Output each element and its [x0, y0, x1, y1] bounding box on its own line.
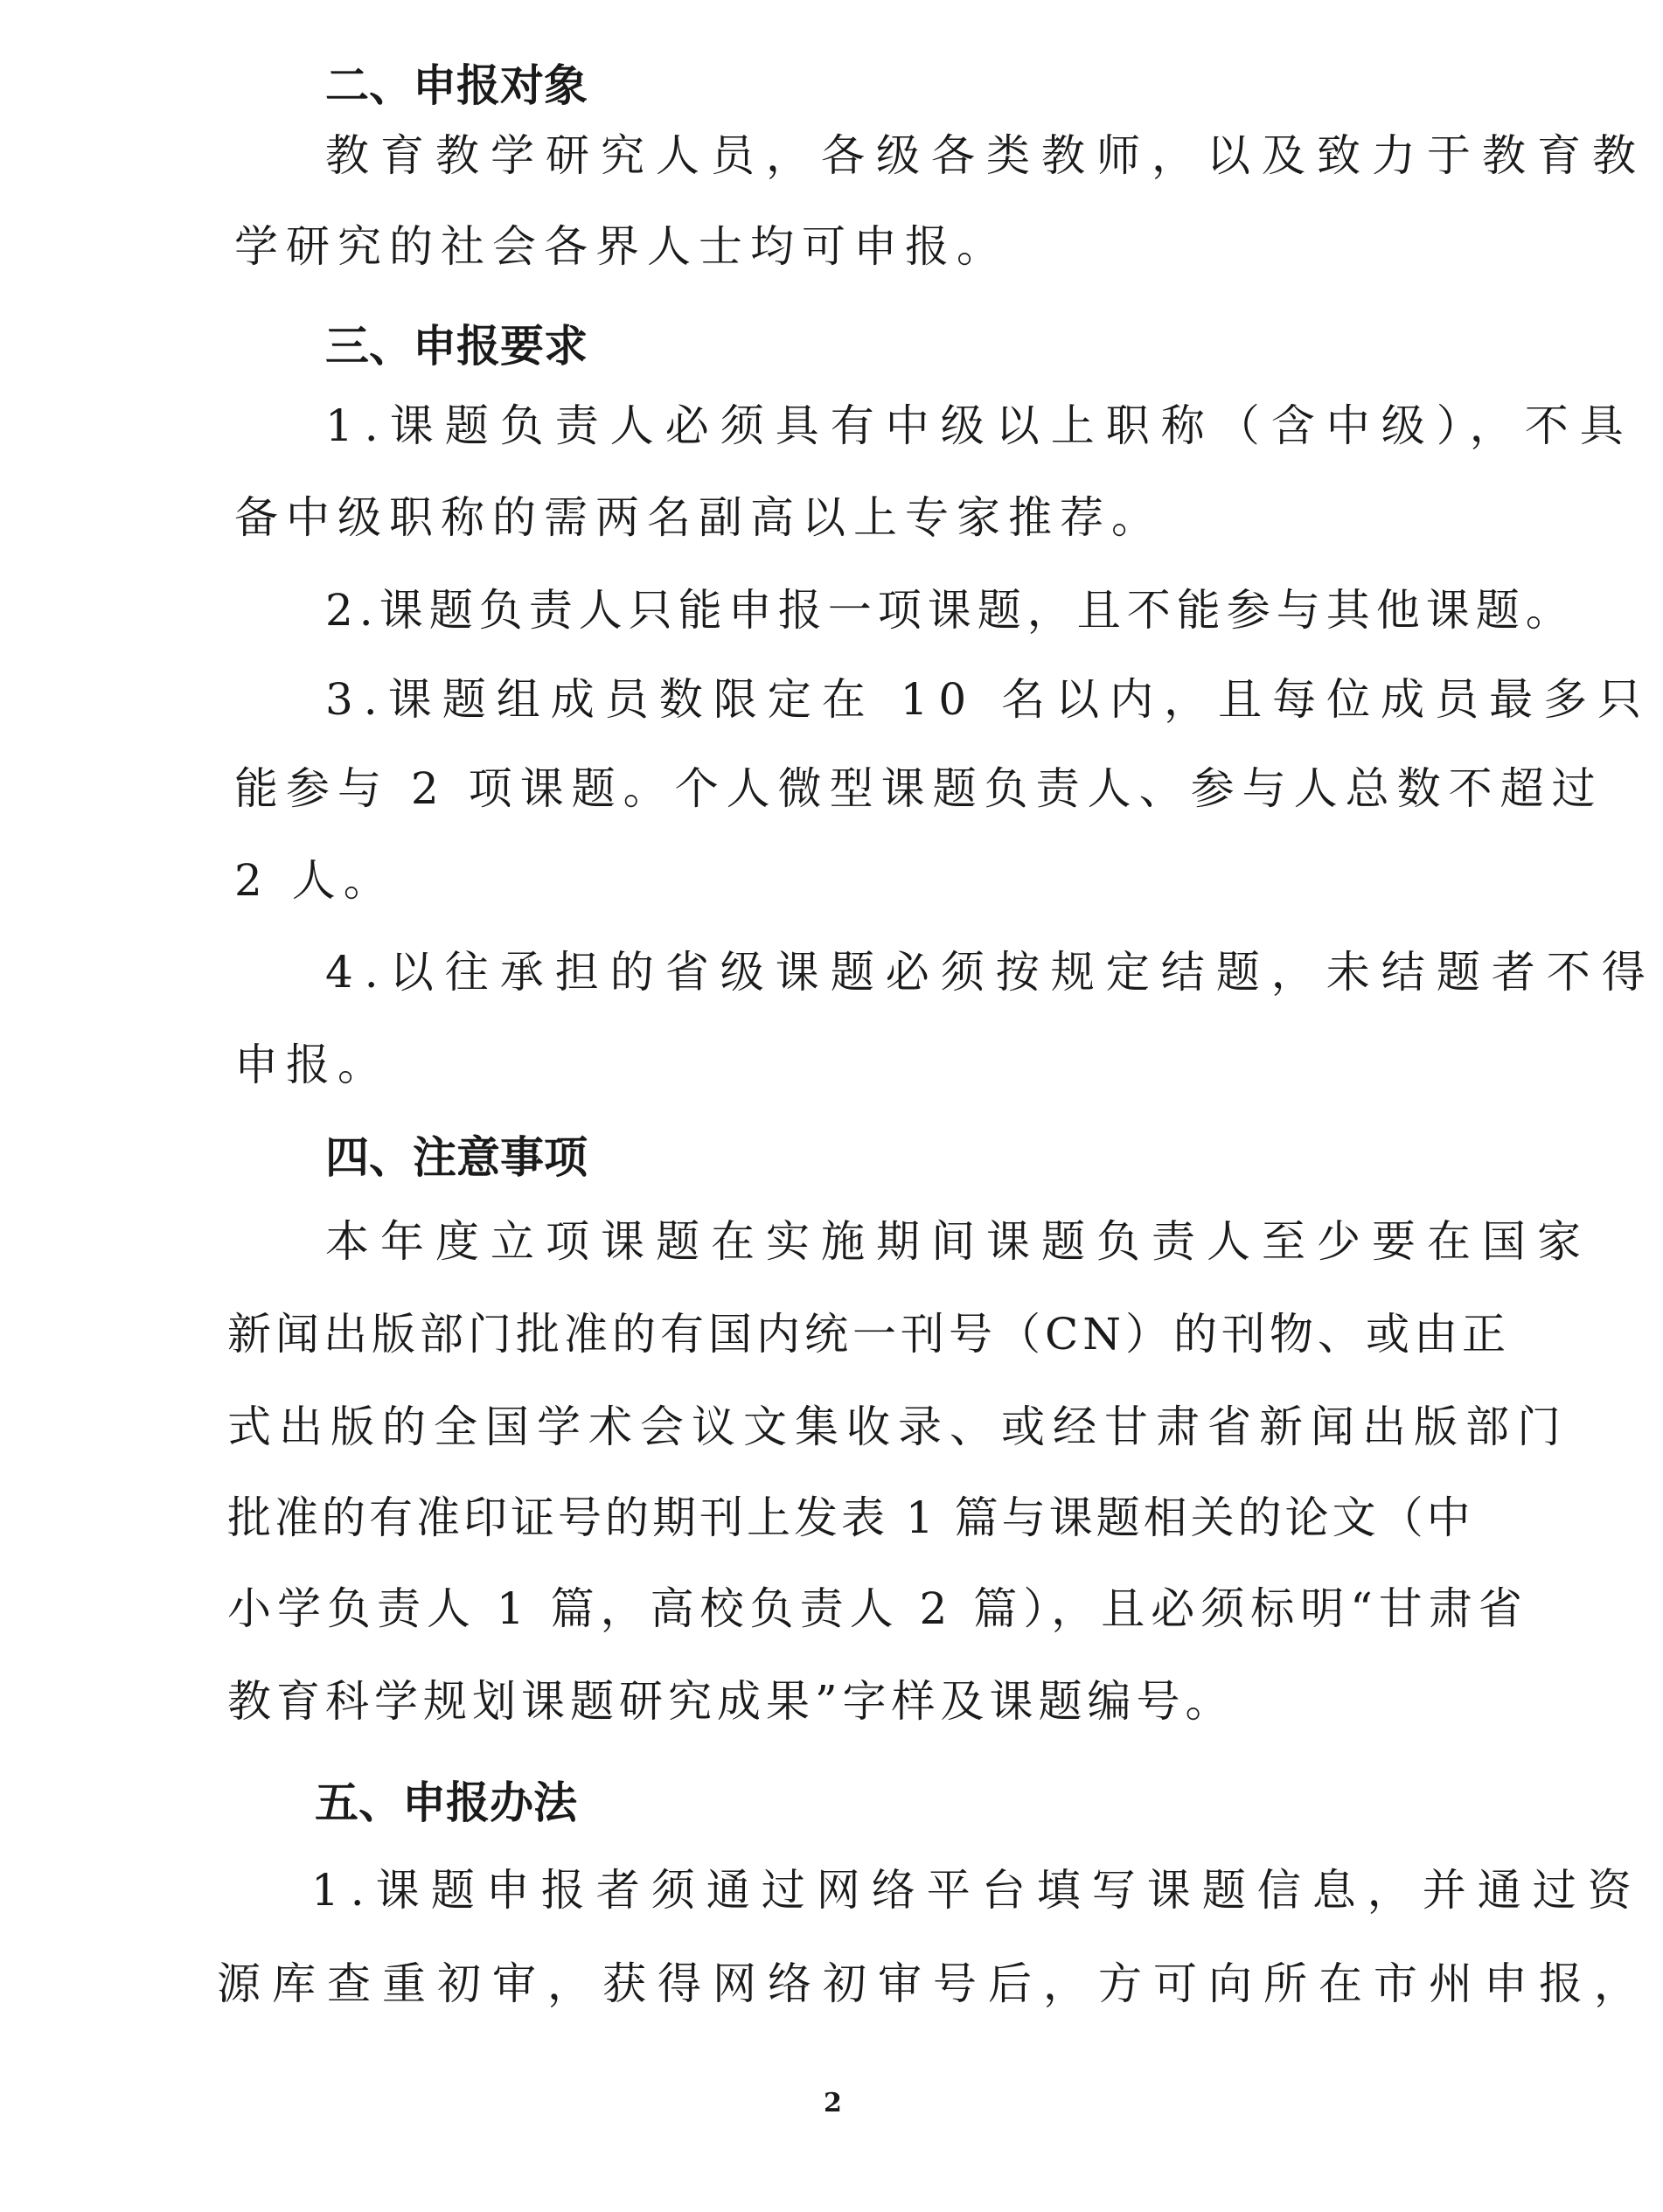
paragraph-line: 1.课题申报者须通过网络平台填写课题信息，并通过资: [311, 1865, 1643, 1916]
paragraph-line: 3.课题组成员数限定在 10 名以内，且每位成员最多只: [325, 674, 1653, 725]
paragraph-line: 申报。: [234, 1040, 389, 1090]
paragraph-line: 学研究的社会各界人士均可申报。: [234, 221, 1008, 272]
paragraph-line: 小学负责人 1 篇，高校负责人 2 篇），且必须标明“甘肃省: [227, 1583, 1528, 1634]
paragraph-line: 式出版的全国学术会议文集收录、或经甘肃省新闻出版部门: [227, 1402, 1569, 1452]
paragraph-line: 新闻出版部门批准的有国内统一刊号（CN）的刊物、或由正: [227, 1309, 1511, 1360]
section-heading-4: 四、注意事项: [325, 1132, 588, 1183]
paragraph-line: 4.以往承担的省级课题必须按规定结题，未结题者不得: [325, 947, 1657, 998]
paragraph-line: 1.课题负责人必须具有中级以上职称（含中级），不具: [325, 400, 1635, 451]
paragraph-line: 能参与 2 项课题。个人微型课题负责人、参与人总数不超过: [234, 763, 1604, 814]
paragraph-line: 源库查重初审，获得网络初审号后，方可向所在市州申报，: [217, 1958, 1649, 2009]
paragraph-line: 本年度立项课题在实施期间课题负责人至少要在国家: [325, 1216, 1592, 1267]
paragraph-line: 2 人。: [234, 855, 395, 906]
paragraph-line: 备中级职称的需两名副高以上专家推荐。: [234, 492, 1163, 543]
paragraph-line: 教育教学研究人员，各级各类教师，以及致力于教育教: [325, 130, 1647, 181]
paragraph-line: 2.课题负责人只能申报一项课题，且不能参与其他课题。: [325, 585, 1576, 636]
paragraph-line: 教育科学规划课题研究成果”字样及课题编号。: [227, 1676, 1235, 1727]
section-heading-3: 三、申报要求: [325, 321, 588, 372]
paragraph-line: 批准的有准印证号的期刊上发表 1 篇与课题相关的论文（中: [227, 1492, 1474, 1543]
page-number: 2: [824, 2088, 842, 2118]
section-heading-5: 五、申报办法: [315, 1777, 577, 1828]
section-heading-2: 二、申报对象: [325, 60, 588, 111]
